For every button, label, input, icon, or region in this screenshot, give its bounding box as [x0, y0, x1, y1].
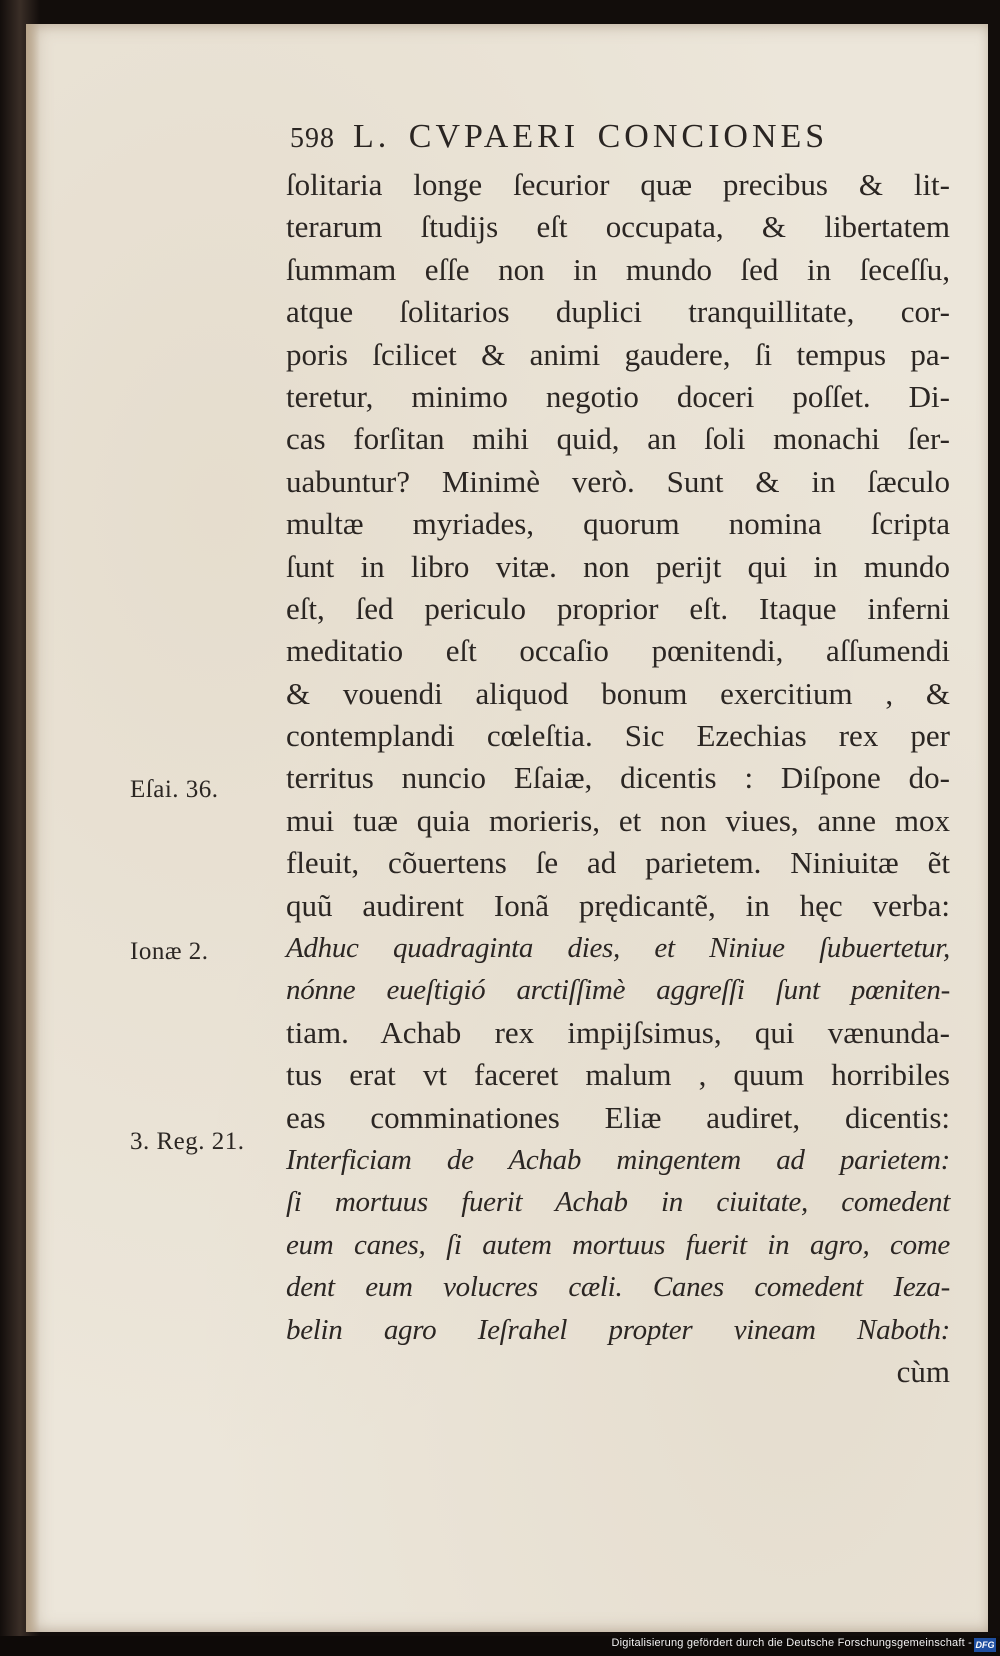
- text-line: tus erat vt faceret malum , quum horribiles: [286, 1057, 950, 1093]
- text-line: cas forſitan mihi quid, an ſoli monachi ſer-: [286, 421, 950, 457]
- text-line: meditatio eſt occaſio pœnitendi, aſſumendi: [286, 633, 950, 669]
- text-line: quũ audirent Ionã prędicantẽ, in hęc verba:: [286, 887, 950, 923]
- text-line-italic: Adhuc quadraginta dies, et Niniue ſubuertetur,: [286, 932, 950, 965]
- text-line: fleuit, cõuertens ſe ad parietem. Niniuitæ ẽt: [286, 845, 950, 881]
- text-line: ſolitaria longe ſecurior quæ precibus & lit-: [286, 167, 950, 202]
- footer-credit: Digitalisierung gefördert durch die Deutsche Forschungsgemeinschaft -: [611, 1637, 972, 1649]
- text-line: territus nuncio Eſaiæ, dicentis : Diſpone do-: [286, 760, 950, 796]
- text-line-italic: belin agro Ieſrahel propter vineam Naboth:: [286, 1313, 950, 1346]
- text-line: terarum ſtudijs eſt occupata, & libertatem: [286, 209, 950, 245]
- margin-note-reg: 3. Reg. 21.: [130, 1128, 245, 1155]
- page-header: [290, 118, 920, 156]
- catchword: cùm: [896, 1353, 950, 1389]
- text-line: mui tuæ quia morieris, et non viues, anne mox: [286, 802, 950, 838]
- text-line-italic: Interficiam de Achab mingentem ad parietem:: [286, 1143, 950, 1176]
- text-line: eſt, ſed periculo proprior eſt. Itaque inferni: [286, 590, 950, 626]
- text-line: eas comminationes Eliæ audiret, dicentis:: [286, 1099, 950, 1135]
- text-line-italic: dent eum volucres cæli. Canes comedent Ieza-: [286, 1271, 950, 1304]
- text-line: & vouendi aliquod bonum exercitium , &: [286, 675, 950, 711]
- body-text: [286, 164, 950, 1393]
- text-line: multæ myriades, quorum nomina ſcripta: [286, 506, 950, 542]
- running-title: L. CVPAERI CONCIONES: [353, 118, 829, 155]
- page-gutter-shadow: [26, 24, 40, 1632]
- page-number: 598: [290, 123, 335, 154]
- text-line-italic: ſi mortuus fuerit Achab in ciuitate, comedent: [286, 1186, 950, 1219]
- text-line: contemplandi cœleſtia. Sic Ezechias rex per: [286, 718, 950, 754]
- margin-note-ionae: Ionæ 2.: [130, 938, 209, 965]
- text-line: ſunt in libro vitæ. non perijt qui in mundo: [286, 548, 950, 584]
- margin-note-esai: Eſai. 36.: [130, 776, 219, 803]
- text-line-italic: eum canes, ſi autem mortuus fuerit in agro, come: [286, 1228, 950, 1261]
- text-line: atque ſolitarios duplici tranquillitate, cor-: [286, 294, 950, 330]
- text-line: poris ſcilicet & animi gaudere, ſi tempus pa-: [286, 336, 950, 372]
- text-line: ſummam eſſe non in mundo ſed in ſeceſſu,: [286, 251, 950, 287]
- text-line-italic: nónne eueſtigió arctiſſimè aggreſſi ſunt pœniten-: [286, 974, 950, 1007]
- text-line: uabuntur? Minimè verò. Sunt & in ſæculo: [286, 463, 950, 499]
- text-line: teretur, minimo negotio doceri poſſet. Di-: [286, 378, 950, 414]
- dfg-logo: DFG: [975, 1640, 995, 1650]
- text-line: tiam. Achab rex impijſsimus, qui vænunda-: [286, 1014, 950, 1050]
